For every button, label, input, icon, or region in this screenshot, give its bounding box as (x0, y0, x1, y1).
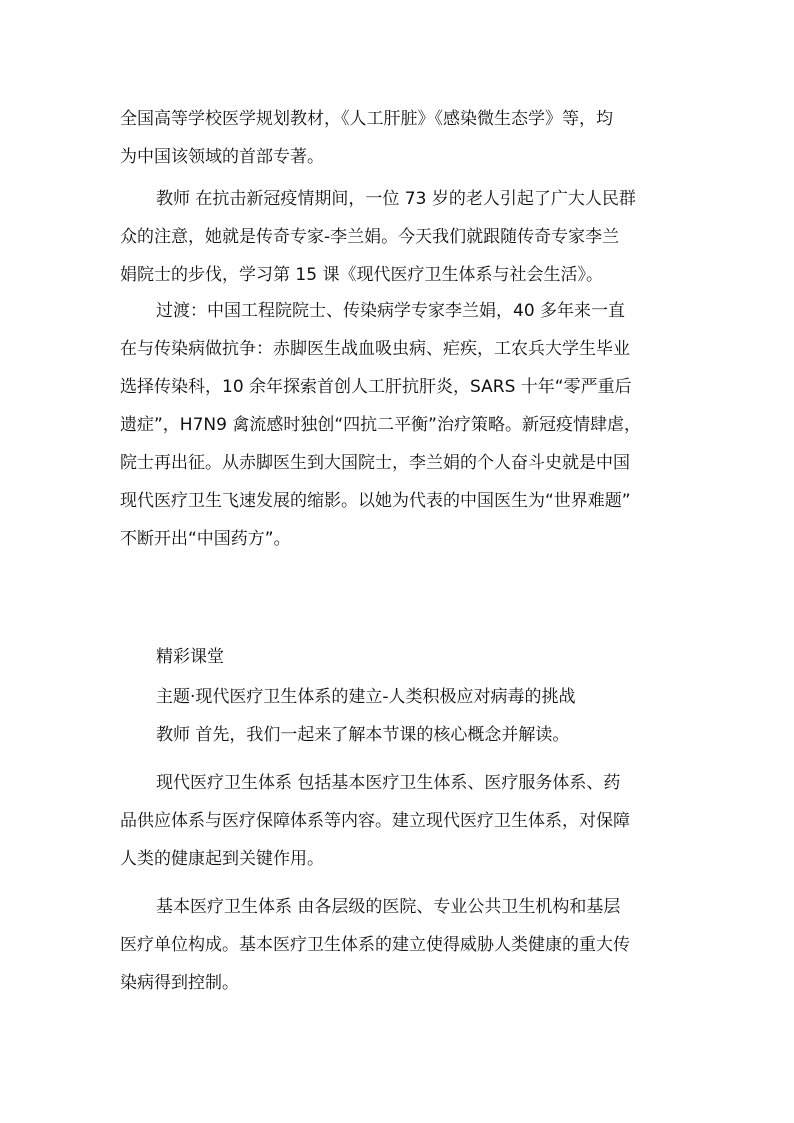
text-line: 现代医疗卫生飞速发展的缩影。以她为代表的中国医生为“世界难题” (120, 491, 631, 511)
text-line: 染病得到控制。 (120, 973, 239, 993)
teacher-intro-paragraph (120, 180, 690, 294)
text-line: 医疗单位构成。基本医疗卫生体系的建立使得威胁人类健康的重大传 (120, 935, 630, 955)
theme-line: 主题·现代医疗卫生体系的建立-人类积极应对病毒的挑战 (156, 687, 576, 707)
text-line: 遗症”，H7N9 禽流感时独创“四抗二平衡”治疗策略。新冠疫情肆虐， (120, 415, 641, 435)
section-heading (120, 638, 690, 676)
text-line: 在与传染病做抗争：赤脚医生战血吸虫病、疟疾，工农兵大学生毕业 (120, 339, 630, 359)
section-title: 精彩课堂 (156, 647, 224, 667)
text-line: 人类的健康起到关键作用。 (120, 849, 324, 869)
section-theme (120, 678, 690, 716)
text-line: 品供应体系与医疗保障体系等内容。建立现代医疗卫生体系，对保障 (120, 811, 630, 831)
text-line: 为中国该领域的首部专著。 (120, 147, 324, 167)
teacher-line: 教师 首先，我们一起来了解本节课的核心概念并解读。 (156, 725, 570, 745)
transition-paragraph (120, 292, 690, 558)
concept-basic-system (120, 888, 690, 1002)
text-line: 全国高等学校医学规划教材，《人工肝脏》《感染微生态学》等，均 (120, 109, 613, 129)
concept-modern-system (120, 764, 690, 878)
intro-paragraph (120, 100, 690, 176)
text-line: 基本医疗卫生体系 由各层级的医院、专业公共卫生机构和基层 (156, 897, 621, 917)
text-line: 不断开出“中国药方”。 (120, 529, 291, 549)
section-teacher (120, 716, 690, 754)
text-line: 众的注意，她就是传奇专家-李兰娟。今天我们就跟随传奇专家李兰 (120, 227, 620, 247)
text-line: 现代医疗卫生体系 包括基本医疗卫生体系、医疗服务体系、药 (156, 773, 621, 793)
text-line: 过渡：中国工程院院士、传染病学专家李兰娟，40 多年来一直 (156, 301, 626, 321)
text-line: 娟院士的步伐，学习第 15 课《现代医疗卫生体系与社会生活》。 (120, 265, 603, 285)
text-line: 教师 在抗击新冠疫情期间，一位 73 岁的老人引起了广大人民群 (156, 189, 636, 209)
text-line: 院士再出征。从赤脚医生到大国院士，李兰娟的个人奋斗史就是中国 (120, 453, 630, 473)
text-line: 选择传染科，10 余年探索首创人工肝抗肝炎，SARS 十年“零严重后 (120, 377, 632, 397)
